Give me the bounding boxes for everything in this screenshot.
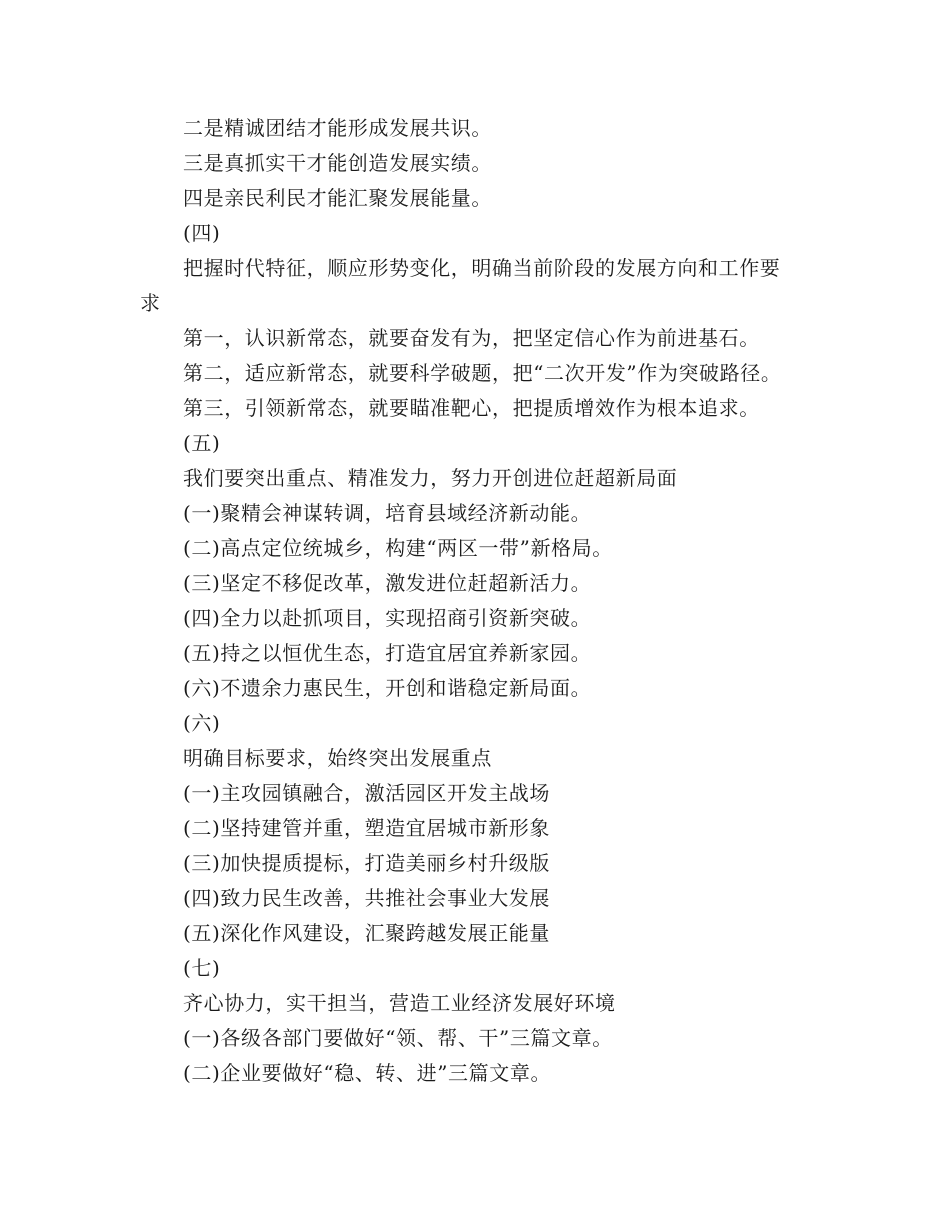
paragraph-line: 四是亲民利民才能汇聚发展能量。 bbox=[183, 186, 492, 210]
paragraph-line: 把握时代特征，顺应形势变化，明确当前阶段的发展方向和工作要 bbox=[183, 256, 781, 280]
paragraph-line: (三)加快提质提标，打造美丽乡村升级版 bbox=[183, 851, 551, 875]
paragraph-line: 二是精诚团结才能形成发展共识。 bbox=[183, 116, 492, 140]
paragraph-line: (一)各级各部门要做好“领、帮、干”三篇文章。 bbox=[183, 1026, 613, 1050]
document-body bbox=[140, 111, 830, 1091]
paragraph-line: (一)聚精会神谋转调，培育县域经济新动能。 bbox=[183, 501, 592, 525]
paragraph-line: 我们要突出重点、精准发力，努力开创进位赶超新局面 bbox=[183, 466, 678, 490]
paragraph-line: (五)持之以恒优生态，打造宜居宜养新家园。 bbox=[183, 641, 592, 665]
paragraph-line: 明确目标要求，始终突出发展重点 bbox=[183, 746, 492, 770]
paragraph-line: (二)高点定位统城乡，构建“两区一带”新格局。 bbox=[183, 536, 613, 560]
paragraph-line: 齐心协力，实干担当，营造工业经济发展好环境 bbox=[183, 991, 616, 1015]
paragraph-line: (一)主攻园镇融合，激活园区开发主战场 bbox=[183, 781, 551, 805]
paragraph-line: (三)坚定不移促改革，激发进位赶超新活力。 bbox=[183, 571, 592, 595]
paragraph-line: (六) bbox=[183, 711, 221, 735]
paragraph-line: (四)全力以赴抓项目，实现招商引资新突破。 bbox=[183, 606, 592, 630]
paragraph-line: 三是真抓实干才能创造发展实绩。 bbox=[183, 151, 492, 175]
paragraph-line: (四) bbox=[183, 221, 221, 245]
paragraph-continuation-line: 求 bbox=[140, 291, 161, 315]
paragraph-line: (七) bbox=[183, 956, 221, 980]
paragraph-line: 第二，适应新常态，就要科学破题，把“二次开发”作为突破路径。 bbox=[183, 361, 782, 385]
paragraph-line: (四)致力民生改善，共推社会事业大发展 bbox=[183, 886, 551, 910]
paragraph-line: 第一，认识新常态，就要奋发有为，把坚定信心作为前进基石。 bbox=[183, 326, 760, 350]
paragraph-line: (六)不遗余力惠民生，开创和谐稳定新局面。 bbox=[183, 676, 592, 700]
paragraph-line: (二)企业要做好“稳、转、进”三篇文章。 bbox=[183, 1061, 552, 1085]
paragraph-line: (五) bbox=[183, 431, 221, 455]
paragraph-line: (五)深化作风建设，汇聚跨越发展正能量 bbox=[183, 921, 551, 945]
paragraph-line: (二)坚持建管并重，塑造宜居城市新形象 bbox=[183, 816, 551, 840]
paragraph-line: 第三，引领新常态，就要瞄准靶心，把提质增效作为根本追求。 bbox=[183, 396, 760, 420]
